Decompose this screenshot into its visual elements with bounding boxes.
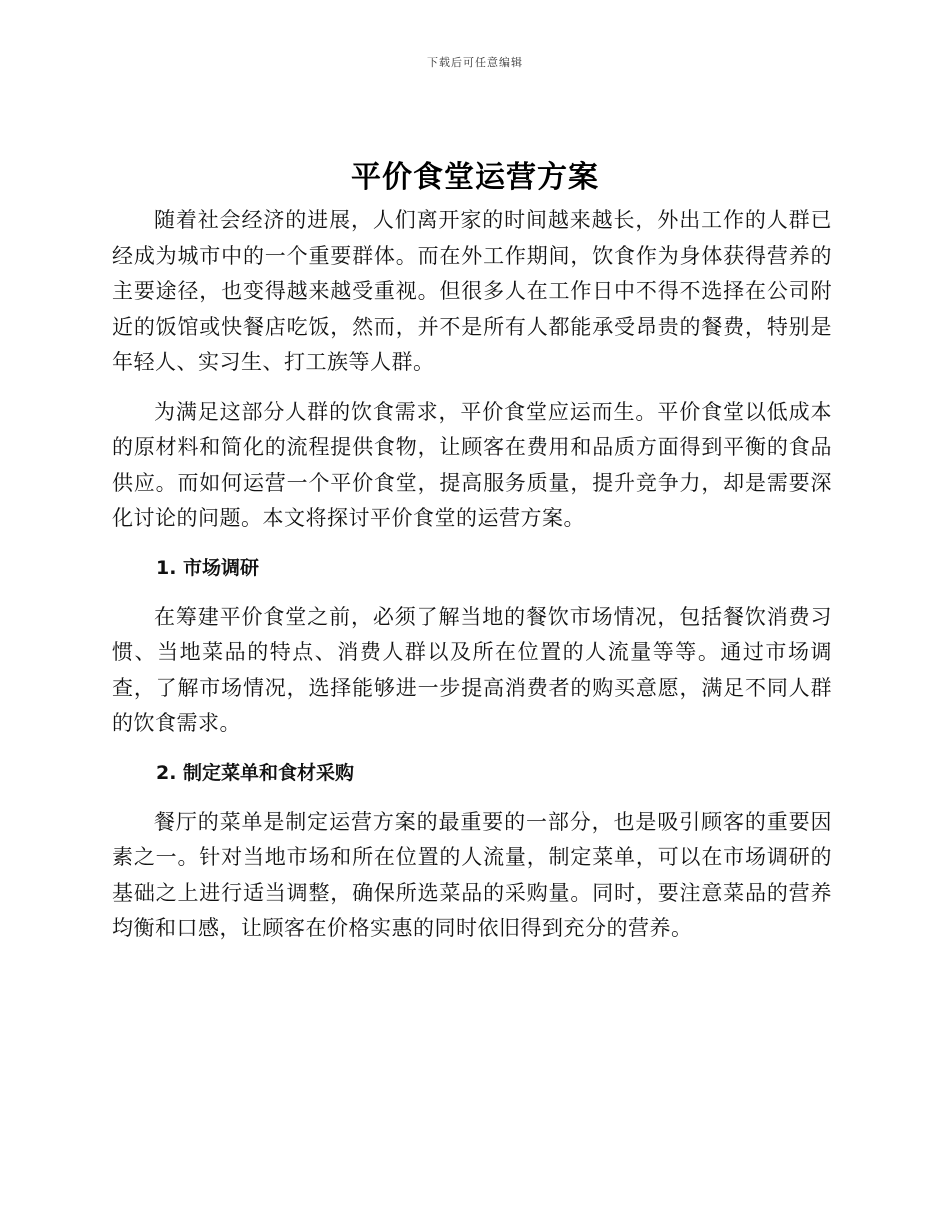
section-paragraph-menu-procurement: 餐厅的菜单是制定运营方案的最重要的一部分，也是吸引顾客的重要因素之一。针对当地市场和所在位置的人流量，制定菜单，可以在市场调研的基础之上进行适当调整，确保所选菜品的采购量。同时，要注意菜品的营养均衡和口感，让顾客在价格实惠的同时依旧得到充分的营养。 [112, 809, 832, 940]
section-heading-menu-procurement: 2. 制定菜单和食材采购 [156, 761, 355, 784]
section-heading-market-research: 1. 市场调研 [156, 556, 260, 579]
header-note: 下载后可任意编辑 [427, 56, 523, 69]
intro-paragraph-2: 为满足这部分人群的饮食需求，平价食堂应运而生。平价食堂以低成本的原材料和简化的流程提供食物，让顾客在费用和品质方面得到平衡的食品供应。而如何运营一个平价食堂，提高服务质量，提升竞争力，却是需要深化讨论的问题。本文将探讨平价食堂的运营方案。 [112, 399, 832, 530]
document-title: 平价食堂运营方案 [351, 160, 599, 195]
document-body [112, 203, 832, 961]
intro-paragraph-1: 随着社会经济的进展，人们离开家的时间越来越长，外出工作的人群已经成为城市中的一个重要群体。而在外工作期间，饮食作为身体获得营养的主要途径，也变得越来越受重视。但很多人在工作日中不得不选择在公司附近的饭馆或快餐店吃饭，然而，并不是所有人都能承受昂贵的餐费，特别是年轻人、实习生、打工族等人群。 [112, 208, 832, 374]
section-paragraph-market-research: 在筹建平价食堂之前，必须了解当地的餐饮市场情况，包括餐饮消费习惯、当地菜品的特点、消费人群以及所在位置的人流量等等。通过市场调查，了解市场情况，选择能够进一步提高消费者的购买意愿，满足不同人群的饮食需求。 [112, 604, 832, 735]
